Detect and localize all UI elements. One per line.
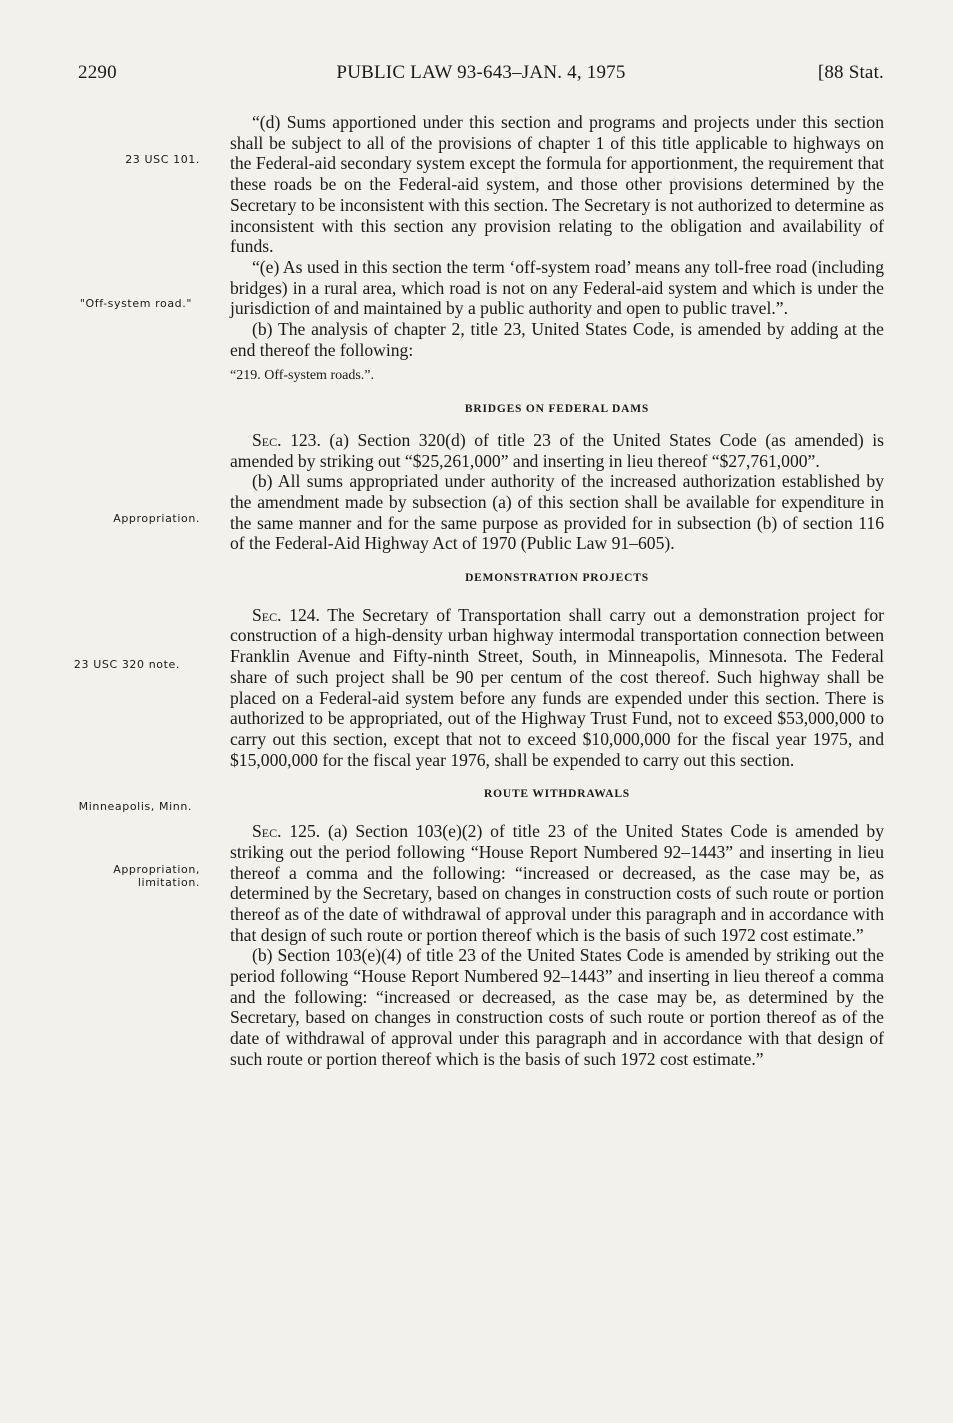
statute-reference: [88 Stat. <box>817 62 884 83</box>
section-label: Sec. <box>252 429 282 450</box>
margin-note-off-system-road: "Off-system road." <box>79 297 192 310</box>
margin-note-appropriation-limitation: Appropriation, limitation. <box>113 863 200 889</box>
section-label: Sec. <box>252 821 282 842</box>
section-123-a <box>230 430 884 471</box>
paragraph-e: “(e) As used in this section the term ‘off-system road’ means any toll-free road (including bridges) in a rural area, which road is not on any Federal-aid system and which is under the jurisdiction of and maintained by a public authority and open to public travel.”. <box>230 256 884 319</box>
section-125-a <box>230 821 884 945</box>
heading-demonstration-projects: DEMONSTRATION PROJECTS <box>465 572 649 585</box>
section-label: Sec. <box>252 604 282 625</box>
margin-note-23-usc-101: 23 USC 101. <box>125 153 200 166</box>
page-number: 2290 <box>78 62 117 83</box>
section-124-text: 124. The Secretary of Transportation shall carry out a demonstration project for construction of a high-density urban highway intermodal transportation connection between Franklin Avenue and Fifty-ninth Street, South, in Minneapolis, Minnesota. The Federal share of such project shall be 90 per centum of the cost thereof. Such highway shall be placed on a Federal-aid system before any funds are expended under this section. There is authorized to be appropriated, out of the Highway Trust Fund, not to exceed $53,000,000 to carry out this section, except that not to exceed $10,000,000 for the fiscal year 1975, and $15,000,000 for the fiscal year 1976, shall be expended to carry out this section. <box>230 604 884 770</box>
heading-route-withdrawals: ROUTE WITHDRAWALS <box>484 788 630 801</box>
heading-bridges-on-federal-dams: BRIDGES ON FEDERAL DAMS <box>464 403 650 416</box>
margin-note-minneapolis: Minneapolis, Minn. <box>78 800 192 813</box>
item-219: “219. Off-system roads.”. <box>230 368 374 384</box>
section-125-b: (b) Section 103(e)(4) of title 23 of the United States Code is amended by striking out the period following “House Report Numbered 92–1443” and inserting in lieu thereof a comma and the following: “increased or decreased, as the case may be, as determined by the Secretary, based on changes in construction costs of such route or portion thereof as of the date of withdrawal of approval under this paragraph and in accordance with that design of such route or portion thereof which is the basis of such 1972 cost estimate.” <box>230 945 884 1069</box>
page-header <box>78 62 884 86</box>
section-123-b: (b) All sums appropriated under authority of the increased authorization established by the amendment made by subsection (a) of this section shall be available for expenditure in the same manner and for the same purpose as provided for in subsection (b) of section 116 of the Federal-Aid Highway Act of 1970 (Public Law 91–605). <box>230 471 884 554</box>
document-body <box>230 112 884 1070</box>
margin-note-appropriation: Appropriation. <box>113 512 200 525</box>
paragraph-d: “(d) Sums apportioned under this section and programs and projects under this section shall be subject to all of the provisions of chapter 1 of this title applicable to highways on the Federal-aid secondary system except the formula for apportionment, the requirement that these roads be on the Federal-aid system, and those other provisions determined by the Secretary to be inconsistent with this section. The Secretary is not authorized to determine as inconsistent with this section any provision relating to the obligation and availability of funds. <box>230 112 884 257</box>
paragraph-b-analysis: (b) The analysis of chapter 2, title 23, United States Code, is amended by adding at the end thereof the following: <box>230 319 884 360</box>
margin-note-23-usc-320: 23 USC 320 note. <box>73 658 180 671</box>
running-title: PUBLIC LAW 93-643–JAN. 4, 1975 <box>336 62 626 83</box>
section-123-text: 123. (a) Section 320(d) of title 23 of the United States Code (as amended) is amended by striking out “$25,261,000” and inserting in lieu thereof “$27,761,000”. <box>230 429 884 471</box>
section-124 <box>230 605 884 771</box>
section-125-text: 125. (a) Section 103(e)(2) of title 23 of the United States Code is amended by striking out the period following “House Report Numbered 92–1443” and inserting in lieu thereof a comma and the following: “increased or decreased, as the case may be, as determined by the Secretary, based on changes in construction costs of such route or portion thereof as of the date of withdrawal of approval under this paragraph and in accordance with that design of such route or portion thereof which is the basis of such 1972 cost estimate.” <box>230 821 884 945</box>
